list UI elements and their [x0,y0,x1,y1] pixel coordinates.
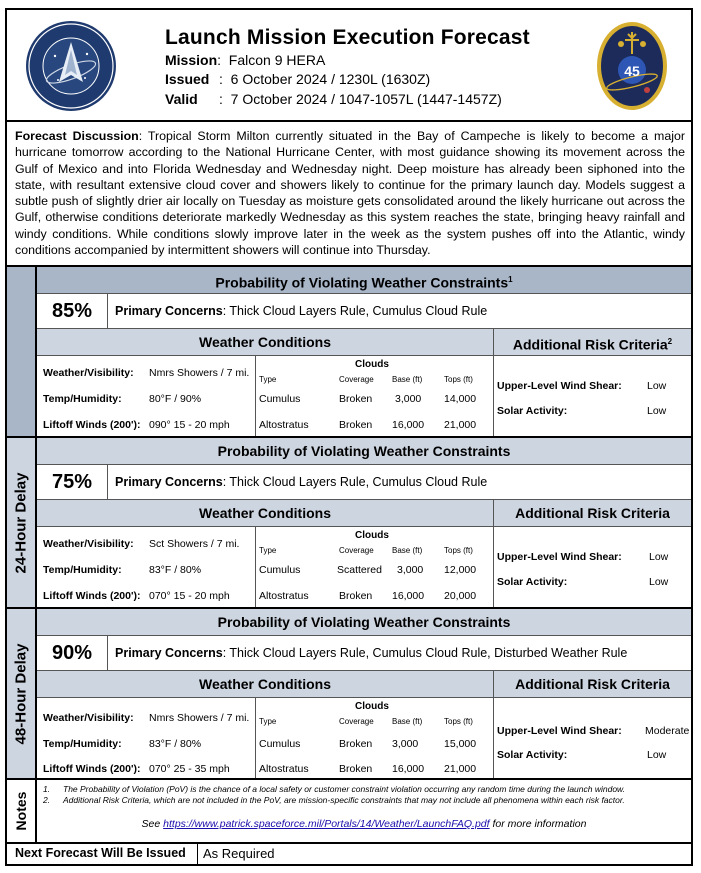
liftoff-winds-value: 090° 15 - 20 mph [149,419,230,431]
probability-value: 85% [37,294,108,328]
weather-visibility-label: Weather/Visibility: [43,538,134,550]
liftoff-winds-label: Liftoff Winds (200'): [43,590,141,602]
forecast-section-24h-delay [7,438,691,607]
weather-squadron-patch-logo [595,20,669,112]
forecast-section-48h-delay [7,609,691,778]
valid-value: 7 October 2024 / 1047-1057L (1447-1457Z) [230,91,502,107]
cloud-layer-1-base: 3,000 [397,564,424,576]
cloud-layer-2-type: Altostratus [259,590,309,602]
liftoff-winds-label: Liftoff Winds (200'): [43,763,141,775]
next-forecast-value: As Required [203,846,275,861]
notes-label: Notes [13,791,29,831]
valid-label: Valid [165,91,198,107]
clouds-header: Clouds [355,359,389,370]
clouds-coverage-header: Coverage [339,375,374,384]
temp-humidity-label: Temp/Humidity: [43,564,122,576]
cloud-layer-1-tops: 14,000 [444,393,477,405]
wind-shear-label: Upper-Level Wind Shear: [497,725,622,737]
pov-title-bar [37,267,691,294]
solar-activity-label: Solar Activity: [497,576,568,588]
primary-concerns-label: Primary Concerns [115,646,223,660]
cloud-layer-1-coverage: Broken [339,393,373,405]
additional-risk-bar: Additional Risk Criteria [493,671,691,698]
section-sidebar [7,438,37,607]
pov-footnote: 1 [508,275,513,284]
cloud-layer-2-base: 16,000 [392,419,425,431]
cloud-layer-1-type: Cumulus [259,564,301,576]
note-2-text: Additional Risk Criteria, which are not included in the PoV, are mission-specific constraints that may not include all phenomena within each risk factor. [63,795,625,805]
faq-link[interactable]: https://www.patrick.spaceforce.mil/Portals/14/Weather/LaunchFAQ.pdf [163,818,490,830]
primary-concerns: Primary Concerns: Thick Cloud Layers Rule, Cumulus Cloud Rule [115,304,488,318]
cloud-layer-2-type: Altostratus [259,763,309,775]
solar-activity-label: Solar Activity: [497,405,568,417]
probability-row [37,465,691,500]
clouds-tops-header: Tops (ft) [444,717,473,726]
primary-concerns-value: Thick Cloud Layers Rule, Cumulus Cloud Rule [229,304,488,318]
faq-line [37,818,691,830]
header [7,10,691,120]
cloud-layer-1-base: 3,000 [392,738,419,750]
liftoff-winds-value: 070° 25 - 35 mph [149,763,230,775]
divider [7,120,691,122]
additional-risk-bar [493,329,691,356]
primary-concerns-label: Primary Concerns [115,475,223,489]
primary-concerns: Primary Concerns: Thick Cloud Layers Rule, Cumulus Cloud Rule [115,475,488,489]
cloud-layer-1-coverage: Scattered [337,564,382,576]
primary-concerns-value: Thick Cloud Layers Rule, Cumulus Cloud Rule, Disturbed Weather Rule [229,646,628,660]
temp-humidity-value: 83°F / 80% [149,738,202,750]
wind-shear-value: Low [649,551,669,563]
clouds-coverage-header: Coverage [339,546,374,555]
clouds-type-header: Type [259,717,277,726]
column-separator [493,527,494,607]
weather-conditions-bar: Weather Conditions [37,671,493,698]
clouds-base-header: Base (ft) [392,375,423,384]
pov-title-bar: Probability of Violating Weather Constraints [37,438,691,465]
probability-value: 90% [37,636,108,670]
probability-value: 75% [37,465,108,499]
additional-risk-footnote: 2 [667,337,673,346]
mission-value: Falcon 9 HERA [228,52,326,68]
page-title: Launch Mission Execution Forecast [165,26,530,49]
column-separator [197,844,198,864]
clouds-coverage-header: Coverage [339,717,374,726]
cloud-layer-2-coverage: Broken [339,763,373,775]
wind-shear-value: Moderate [645,725,690,737]
issued-value: 6 October 2024 / 1230L (1630Z) [230,71,431,87]
column-separator [255,356,256,436]
faq-suffix: for more information [492,818,587,830]
pov-title: Probability of Violating Weather Constraints [215,274,509,291]
notes-section [7,780,691,842]
column-separator [255,527,256,607]
patch-number: 45 [624,63,640,79]
cloud-layer-1-type: Cumulus [259,393,301,405]
section-sidebar [7,267,37,436]
primary-concerns-value: Thick Cloud Layers Rule, Cumulus Cloud Rule [229,475,488,489]
section-sidebar [7,609,37,778]
column-separator [255,698,256,778]
forecast-section-primary [7,267,691,436]
temp-humidity-value: 83°F / 80% [149,564,202,576]
discussion-text: Tropical Storm Milton currently situated in the Bay of Campeche is likely to become a major hurricane tomorrow according to the National Hurricane Center, with most guidance showing its movement across the Gulf of Mexico and into Florida Wednesday and Wednesday night. Deep moisture has already been siphoned into the state, with resultant extensive cloud cover and showers likely to continue for the primary launch day. Models suggest a subtle push of slightly drier air locally on Tuesday as moisture gets consolidated around the likely hurricane out across the Gulf, otherwise conditions deteriorate markedly Wednesday as this system reaches the state, bringing heavy rainfall and windy conditions. While conditions slowly improve later in the week as the system pushes off into the Atlantic, windy conditions accompanied by intermittent showers will continue into Thursday. [15,129,685,258]
note-1 [43,784,691,795]
liftoff-winds-label: Liftoff Winds (200'): [43,419,141,431]
temp-humidity-value: 80°F / 90% [149,393,202,405]
cloud-layer-1-base: 3,000 [395,393,422,405]
solar-activity-value: Low [647,405,667,417]
weather-conditions-bar: Weather Conditions [37,329,493,356]
forecast-discussion: Forecast Discussion: Tropical Storm Milton currently situated in the Bay of Campeche is likely to become a major hurricane tomorrow according to the National Hurricane Center, with most guidance showing its movement across the Gulf of Mexico and into Florida Wednesday and Wednesday night. Deep moisture has already been siphoned into the state, with resultant extensive cloud cover and showers likely to continue for the primary launch day. Models suggest a subtle push of slightly drier air locally on Tuesday as moisture gets consolidated around the likely hurricane out across the Gulf, otherwise conditions deteriorate markedly Wednesday as this system reaches the state, bringing heavy rainfall and windy conditions. While conditions slowly improve later in the week as the system pushes off into the Atlantic, windy conditions accompanied by intermittent showers will continue into Thursday. [15,129,685,258]
cloud-layer-1-tops: 15,000 [444,738,477,750]
wind-shear-value: Low [647,380,667,392]
weather-visibility-label: Weather/Visibility: [43,712,134,724]
note-1-text: The Probability of Violation (PoV) is the chance of a local safety or customer constraint violation occurring any random time during the launch window. [63,784,626,794]
additional-risk-bar: Additional Risk Criteria [493,500,691,527]
cloud-layer-2-tops: 20,000 [444,590,477,602]
cloud-layer-2-base: 16,000 [392,590,425,602]
weather-visibility-label: Weather/Visibility: [43,367,134,379]
clouds-type-header: Type [259,546,277,555]
mission-label: Mission [165,52,218,68]
cloud-layer-2-coverage: Broken [339,590,373,602]
cloud-layer-1-tops: 12,000 [444,564,477,576]
temp-humidity-label: Temp/Humidity: [43,738,122,750]
section-side-label: 48-Hour Delay [12,643,30,744]
faq-prefix: See [141,818,161,830]
pov-title-bar: Probability of Violating Weather Constraints [37,609,691,636]
temp-humidity-label: Temp/Humidity: [43,393,122,405]
issued-label: Issued [165,71,210,87]
column-separator [493,698,494,778]
clouds-tops-header: Tops (ft) [444,546,473,555]
clouds-base-header: Base (ft) [392,717,423,726]
mission-row: Mission: Falcon 9 HERA [165,52,326,68]
cloud-layer-2-coverage: Broken [339,419,373,431]
cloud-layer-2-type: Altostratus [259,419,309,431]
note-2 [43,795,691,806]
probability-row [37,636,691,671]
notes-sidebar [7,780,37,842]
cloud-layer-2-base: 16,000 [392,763,425,775]
cloud-layer-2-tops: 21,000 [444,419,477,431]
cloud-layer-2-tops: 21,000 [444,763,477,775]
section-side-label: 24-Hour Delay [12,472,30,573]
forecast-document [5,8,693,866]
valid-row: Valid : 7 October 2024 / 1047-1057L (1447-1457Z) [165,91,502,107]
space-force-seal-logo [25,20,117,112]
additional-risk-title: Additional Risk Criteria [512,336,668,353]
weather-visibility-value: Sct Showers / 7 mi. [149,538,240,550]
note-2-number: 2. [43,795,51,805]
primary-concerns-label: Primary Concerns [115,304,223,318]
solar-activity-value: Low [649,576,669,588]
wind-shear-label: Upper-Level Wind Shear: [497,551,622,563]
weather-visibility-value: Nmrs Showers / 7 mi. [149,712,250,724]
clouds-header: Clouds [355,530,389,541]
wind-shear-label: Upper-Level Wind Shear: [497,380,622,392]
clouds-type-header: Type [259,375,277,384]
cloud-layer-1-coverage: Broken [339,738,373,750]
clouds-base-header: Base (ft) [392,546,423,555]
note-1-number: 1. [43,784,51,794]
discussion-label: Forecast Discussion [15,129,139,143]
liftoff-winds-value: 070° 15 - 20 mph [149,590,230,602]
column-separator [493,356,494,436]
solar-activity-label: Solar Activity: [497,749,568,761]
clouds-tops-header: Tops (ft) [444,375,473,384]
solar-activity-value: Low [647,749,667,761]
next-forecast-label: Next Forecast Will Be Issued [15,846,186,860]
issued-row: Issued : 6 October 2024 / 1230L (1630Z) [165,71,431,87]
primary-concerns: Primary Concerns: Thick Cloud Layers Rule, Cumulus Cloud Rule, Disturbed Weather Rule [115,646,628,660]
weather-conditions-bar: Weather Conditions [37,500,493,527]
weather-visibility-value: Nmrs Showers / 7 mi. [149,367,250,379]
clouds-header: Clouds [355,701,389,712]
cloud-layer-1-type: Cumulus [259,738,301,750]
probability-row [37,294,691,329]
next-forecast-row [7,844,691,864]
